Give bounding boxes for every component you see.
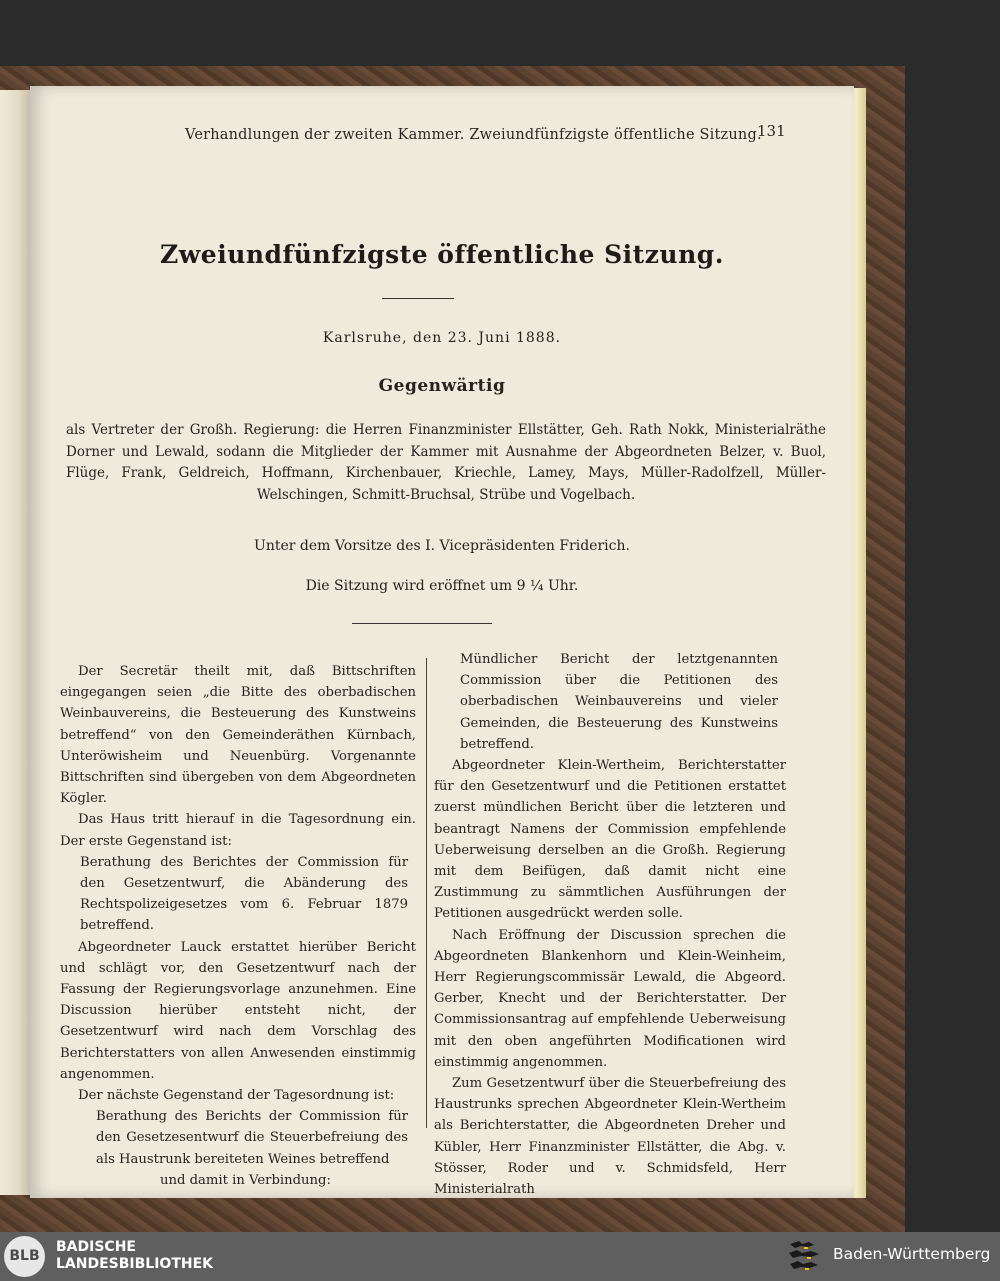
agenda-item: Berathung des Berichts der Commission für den Gesetzesentwurf die Steuerbefreiung des als Haustrunk bereiteten Weines betreffend: [96, 1109, 408, 1167]
place-date: Karlsruhe, den 23. Juni 1888.: [322, 330, 562, 346]
running-head: Verhandlungen der zweiten Kammer. Zweiundfünfzigste öffentliche Sitzung.: [185, 127, 762, 143]
paragraph: Nach Eröffnung der Discussion sprechen die Abgeordneten Blankenhorn und Klein-Weinheim, Herr Regierungscommissär Lewald, die Abgeord. Gerber, Knecht und der Berichterstatter. Der Commissionsantrag auf empfehlende Ueberweisung mit den oben angeführten Modificationen wird einstimmig angenommen.: [434, 927, 786, 1070]
left-column: [60, 661, 416, 1191]
baden-wuerttemberg-lions-icon[interactable]: [787, 1238, 823, 1274]
library-name-line1: BADISCHE: [56, 1239, 136, 1255]
agenda-item: Berathung des Berichtes der Commission für den Gesetzentwurf, die Abänderung des Rechtspolizeigesetzes vom 6. Februar 1879 betreffend.: [80, 854, 408, 934]
present-heading: Gegenwärtig: [378, 376, 506, 396]
section-rule: [352, 623, 492, 624]
chair-line: Unter dem Vorsitze des I. Vicepräsidenten Friderich.: [254, 538, 630, 554]
title-rule: [382, 298, 454, 299]
facing-page-edge: [0, 90, 30, 1195]
library-name[interactable]: [56, 1239, 213, 1273]
paragraph: Der nächste Gegenstand der Tagesordnung ist:: [78, 1088, 395, 1104]
viewer-footer: [0, 1232, 1000, 1281]
blb-logo[interactable]: BLB: [4, 1236, 45, 1277]
paragraph: Das Haus tritt hierauf in die Tagesordnung ein. Der erste Gegenstand ist:: [60, 812, 416, 849]
page-number: 131: [757, 122, 786, 140]
opened-line: Die Sitzung wird eröffnet um 9 ¼ Uhr.: [305, 578, 579, 594]
members-paragraph: als Vertreter der Großh. Regierung: die Herren Finanzminister Ellstätter, Geh. Rath Nokk, Ministerialräthe Dorner und Lewald, sodann die Mitglieder der Kammer mit Ausnahme der Abgeordneten Belzer, v. Buol, Flüge, Frank, Geldreich, Hoffmann, Kirchenbauer, Kriechle, Lamey, Mays, Müller-Radolfzell, Müller-Welschingen, Schmitt-Bruchsal, Strübe und Vogelbach.: [66, 422, 826, 503]
paragraph: Der Secretär theilt mit, daß Bittschriften eingegangen seien „die Bitte des oberbadischen Weinbauvereins, die Besteuerung des Kunstweins betreffend“ von den Gemeinderäthen Kürnbach, Unteröwisheim und Neuenbürg. Vorgenannte Bittschriften sind übergeben von dem Abgeordneten Kögler.: [60, 664, 416, 807]
paragraph: Abgeordneter Lauck erstattet hierüber Bericht und schlägt vor, den Gesetzentwurf nach der Fassung der Regierungsvorlage anzunehmen. Eine Discussion hierüber entsteht nicht, der Gesetzentwurf wird nach dem Vorschlag des Berichterstatters von allen Anwesenden einstimmig angenommen.: [60, 939, 416, 1082]
paragraph: Zum Gesetzentwurf über die Steuerbefreiung des Haustrunks sprechen Abgeordneter Klein-Wertheim als Berichterstatter, die Abgeordneten Dreher und Kübler, Herr Finanzminister Ellstätter, die Abg. v. Stösser, Roder und v. Schmidsfeld, Herr Ministerialrath: [434, 1076, 786, 1198]
column-divider: [426, 658, 427, 1128]
library-name-line2: LANDESBIBLIOTHEK: [56, 1256, 214, 1272]
agenda-item: Mündlicher Bericht der letztgenannten Commission über die Petitionen des oberbadischen Weinbauvereins und vieler Gemeinden, die Besteuerung des Kunstweins betreffend.: [460, 652, 778, 752]
state-name[interactable]: Baden-Württemberg: [833, 1245, 991, 1263]
agenda-connector: und damit in Verbindung:: [160, 1172, 331, 1188]
paragraph: Abgeordneter Klein-Wertheim, Berichterstatter für den Gesetzentwurf und die Petitionen erstattet zuerst mündlichen Bericht über die letzteren und beantragt Namens der Commission empfehlende Ueberweisung derselben an die Großh. Regierung mit dem Beifügen, daß damit nicht eine Zustimmung zu sämmtlichen Ausführungen der Petitionen ausgedrückt werden solle.: [434, 758, 786, 922]
page-title: Zweiundfünfzigste öffentliche Sitzung.: [160, 240, 724, 269]
document-page: [30, 86, 854, 1198]
right-column: [434, 649, 786, 1200]
